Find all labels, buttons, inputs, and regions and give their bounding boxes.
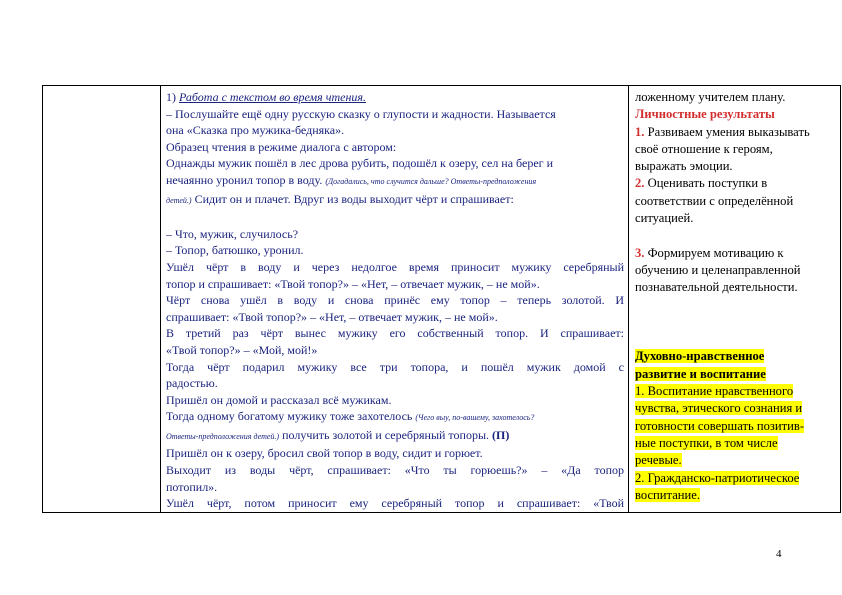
result-line: познавательной деятельности. xyxy=(635,280,798,295)
blank-line xyxy=(635,227,836,244)
text-line: 1) Работа с текстом во время чтения. xyxy=(166,90,367,104)
section-heading-moral: развитие и воспитание xyxy=(635,366,766,381)
text-line: Ответы-предположения детей.) получить золотой и серебряный топоры. (П) xyxy=(166,427,510,442)
text-line: Пришёл он к озеру, бросил свой топор в воду, сидит и горюет. xyxy=(166,446,483,461)
activity-column-cell xyxy=(161,86,629,513)
blank-line xyxy=(635,297,836,314)
text-line: Выходит из воды чёрт, спрашивает: «Что ты горюешь?» – «Да топор xyxy=(166,463,624,478)
table-row xyxy=(43,86,841,513)
text-line: Чёрт снова ушёл в воду и снова принёс ему топор – теперь золотой. И xyxy=(166,293,624,308)
stage-column-cell xyxy=(43,86,161,513)
text-line: – Топор, батюшко, уронил. xyxy=(166,243,304,258)
result-line: ложенному учителем плану. xyxy=(635,90,786,104)
text-line: Пришёл он домой и рассказал всё мужикам. xyxy=(166,392,392,407)
result-line: своё отношение к героям, xyxy=(635,141,773,156)
text-line: топор и спрашивает: «Твой топор?» – «Нет, – отвечает мужик, – не мой». xyxy=(166,276,540,291)
text-line: В третий раз чёрт вынес мужику его собственный топор. И спрашивает: xyxy=(166,326,624,341)
result-line: 2. Оценивать поступки в xyxy=(635,176,768,191)
text-line: радостью. xyxy=(166,376,218,391)
result-line: 2. Гражданско-патриотическое xyxy=(635,470,800,485)
result-line: выражать эмоции. xyxy=(635,159,733,174)
text-line: Тогда одному богатому мужику тоже захотелось (Чего выу, по-вашему, захотелось? xyxy=(166,409,535,424)
section-heading-moral: Духовно-нравственное xyxy=(635,349,765,364)
text-line: Образец чтения в режиме диалога с автором: xyxy=(166,139,397,154)
lesson-table xyxy=(42,85,841,513)
text-line: спрашивает: «Твой топор?» – «Нет, – отвечает мужик, – не мой». xyxy=(166,309,498,324)
text-line: – Что, мужик, случилось? xyxy=(166,226,299,241)
text-line: Ушёл чёрт в воду и через недолгое время приносит мужику серебряный xyxy=(166,259,624,274)
blank-line xyxy=(166,209,624,226)
text-line: потопил». xyxy=(166,479,218,494)
result-line: ные поступки, в том числе xyxy=(635,435,778,450)
page-number: 4 xyxy=(776,548,782,560)
result-line: ситуацией. xyxy=(635,211,694,226)
text-line: нечаянно уронил топор в воду. (Догадались, что случится дальше? Ответы-предположения xyxy=(166,172,537,187)
text-line: – Послушайте ещё одну русскую сказку о глупости и жадности. Называется xyxy=(166,106,556,121)
text-line: Ушёл чёрт, потом приносит ему серебряный топор и спрашивает: «Твой xyxy=(166,496,624,511)
text-line: Однажды мужик пошёл в лес дрова рубить, подошёл к озеру, сел на берег и xyxy=(166,156,553,171)
result-line: соответствии с определённой xyxy=(635,193,794,208)
blank-line xyxy=(635,331,836,348)
result-line: речевые. xyxy=(635,453,682,468)
result-line: чувства, этического сознания и xyxy=(635,401,803,416)
text-line: «Твой топор?» – «Мой, мой!» xyxy=(166,342,318,357)
result-line: 1. Развиваем умения выказывать xyxy=(635,124,810,139)
blank-line xyxy=(635,314,836,331)
text-line: она «Сказка про мужика-бедняка». xyxy=(166,123,345,138)
text-line: Тогда чёрт подарил мужику все три топора, и пошёл мужик домой с xyxy=(166,359,624,374)
text-line: детей.) Сидит он и плачет. Вдруг из воды выходит чёрт и спрашивает: xyxy=(166,191,514,206)
result-line: 3. Формируем мотивацию к xyxy=(635,245,784,260)
result-line: 1. Воспитание нравственного xyxy=(635,384,794,399)
result-line: воспитание. xyxy=(635,487,701,502)
section-heading-personal: Личностные результаты xyxy=(635,107,775,122)
results-column-cell xyxy=(629,86,841,513)
result-line: готовности совершать позитив- xyxy=(635,418,805,433)
result-line: обучению и целенаправленной xyxy=(635,262,801,277)
